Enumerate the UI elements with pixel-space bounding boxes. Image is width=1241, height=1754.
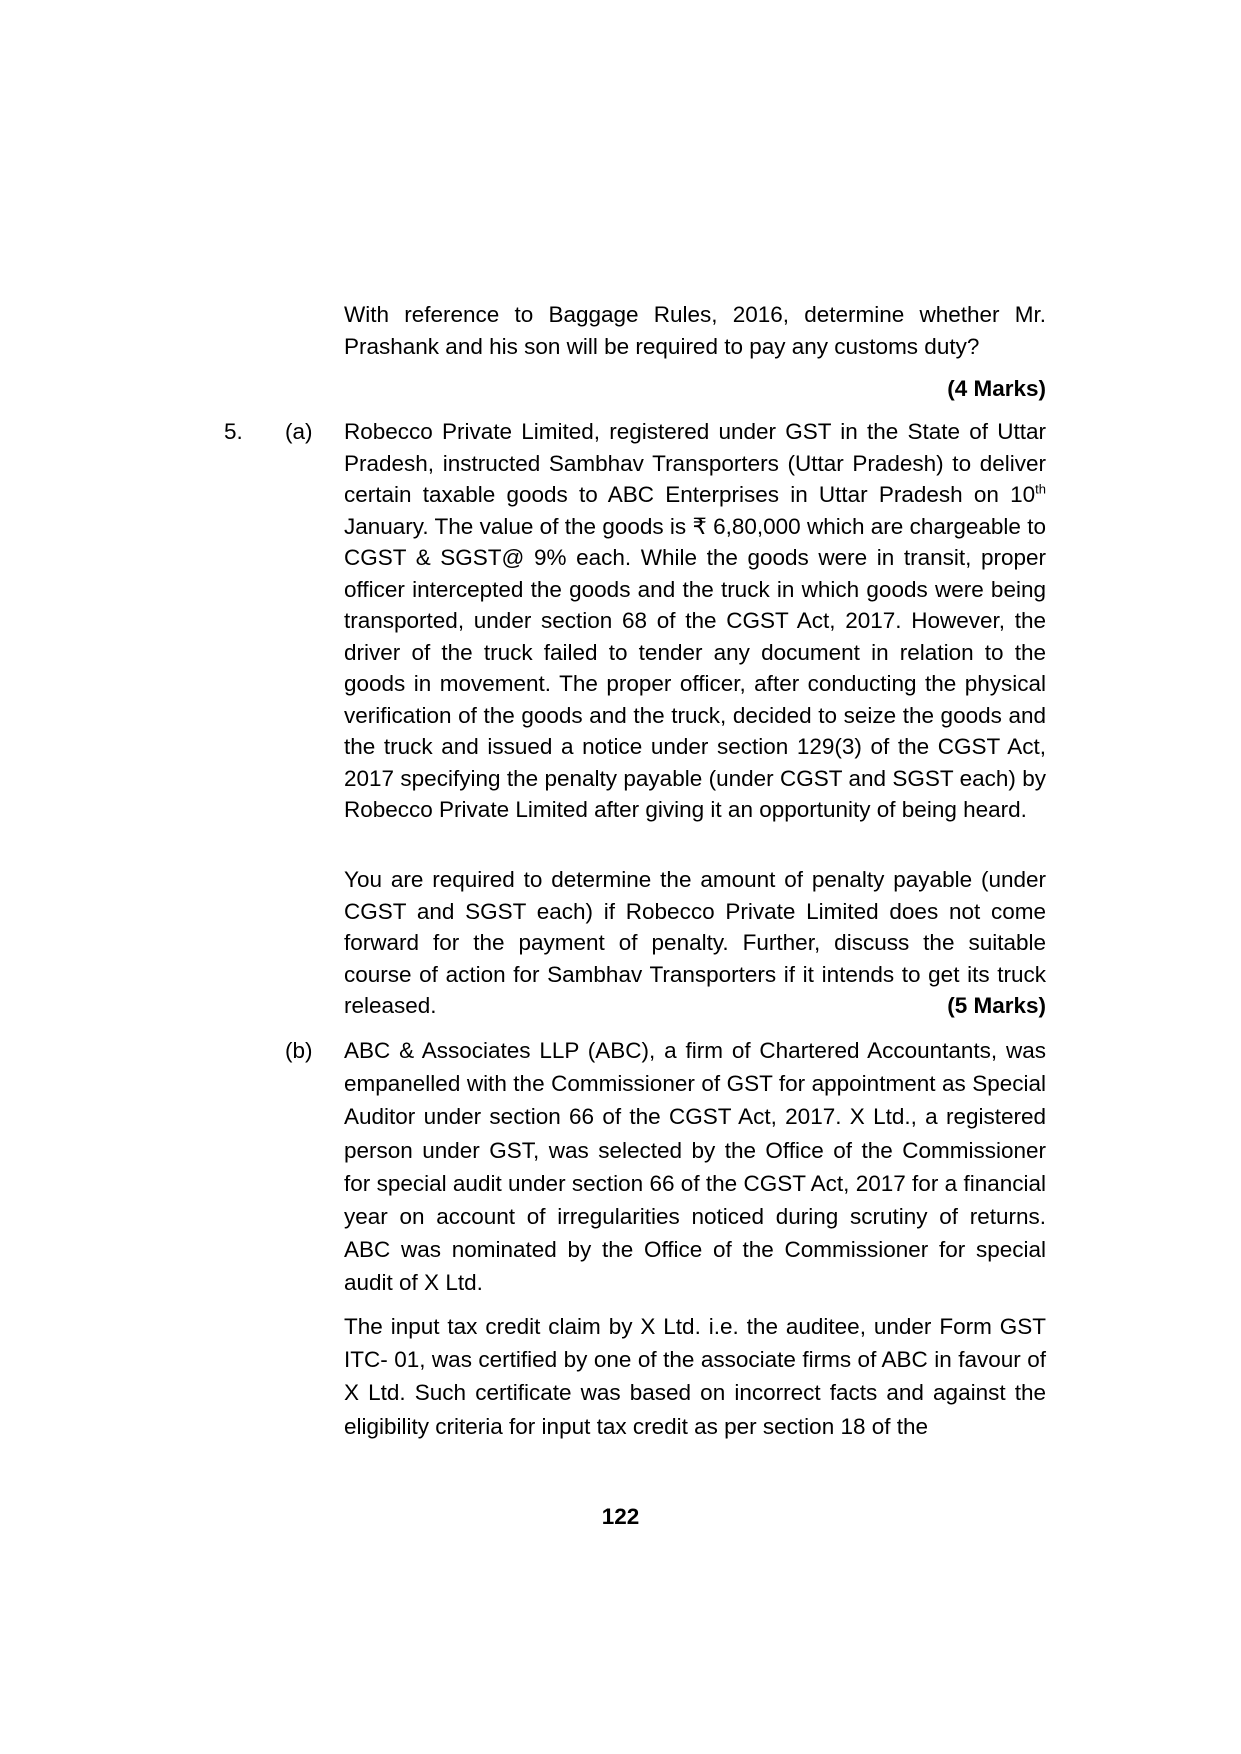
intro-marks: (4 Marks) xyxy=(947,376,1046,401)
part-b-paragraph-1: ABC & Associates LLP (ABC), a firm of Chartered Accountants, was empanelled with the Commissioner of GST for appointment as Special Auditor under section 66 of the CGST Act, 2017. X Ltd., a registered person under GST, was selected by the Office of the Commissioner for special audit under section 66 of the CGST Act, 2017 for a financial year on account of irregularities noticed during scrutiny of returns. ABC was nominated by the Office of the Commissioner for special audit of X Ltd. xyxy=(344,1038,1046,1296)
part-a-paragraph-1-rest: January. The value of the goods is ₹ 6,80,000 which are chargeable to CGST & SGST@ 9% each. While the goods were in transit, proper officer intercepted the goods and the truck in which goods were being transported, under section 68 of the CGST Act, 2017. However, the driver of the truck failed to tender any document in relation to the goods in movement. The proper officer, after conducting the physical verification of the goods and the truck, decided to seize the goods and the truck and issued a notice under section 129(3) of the CGST Act, 2017 specifying the penalty payable (under CGST and SGST each) by Robecco Private Limited after giving it an opportunity of being heard. xyxy=(344,513,1046,822)
intro-question-text: With reference to Baggage Rules, 2016, determine whether Mr. Prashank and his son will be required to pay any customs duty? xyxy=(344,302,1046,359)
ordinal-suffix: th xyxy=(1035,481,1046,497)
part-a-marks: (5 Marks) xyxy=(947,993,1046,1018)
page-number: 122 xyxy=(601,1504,640,1529)
part-a-paragraph-2 xyxy=(344,864,1046,1022)
part-a-paragraph-1 xyxy=(344,416,1046,826)
question-number: 5. xyxy=(224,419,243,444)
part-a-paragraph-1-start: Robecco Private Limited, registered under GST in the State of Uttar Pradesh, instructed Sambhav Transporters (Uttar Pradesh) to deliver certain taxable goods to ABC Enterprises in Uttar Pradesh on 10 xyxy=(344,419,1046,507)
part-b-label: (b) xyxy=(285,1038,313,1063)
part-b-paragraph-2: The input tax credit claim by X Ltd. i.e. the auditee, under Form GST ITC- 01, was certified by one of the associate firms of ABC in favour of X Ltd. Such certificate was based on incorrect facts and against the eligibility criteria for input tax credit as per section 18 of the xyxy=(344,1314,1046,1439)
part-a-paragraph-2-text: You are required to determine the amount of penalty payable (under CGST and SGST each) if Robecco Private Limited does not come forward for the payment of penalty. Further, discuss the suitable course of action for Sambhav Transporters if it intends to get its truck released. xyxy=(344,867,1046,1018)
part-a-label: (a) xyxy=(285,419,313,444)
